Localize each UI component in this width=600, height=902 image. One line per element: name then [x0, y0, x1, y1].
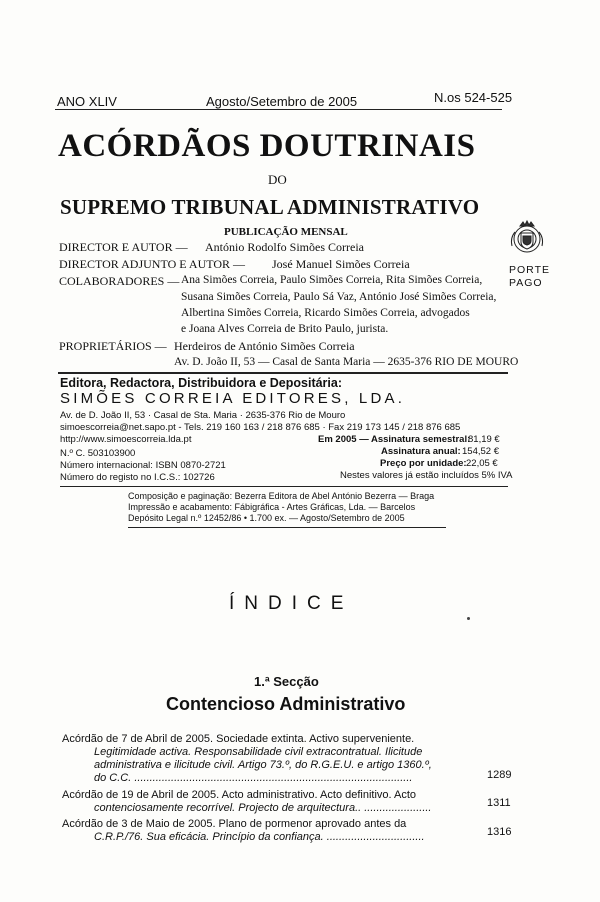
journal-title: ACÓRDÃOS DOUTRINAIS [58, 128, 476, 164]
toc-entry-line[interactable]: Legitimidade activa. Responsabilidade civil extracontratual. Ilicitude [94, 746, 423, 758]
owners-label: PROPRIETÁRIOS — [59, 339, 167, 353]
toc-entry-line[interactable]: Acórdão de 19 de Abril de 2005. Acto administrativo. Acto definitivo. Acto [62, 789, 417, 801]
owners-address: Av. D. João II, 53 — Casal de Santa Maria — 2635-376 RIO DE MOURO [174, 356, 519, 368]
section-subtitle: Contencioso Administrativo [166, 694, 406, 714]
toc-page-number: 1289 [487, 769, 512, 781]
toc-entry-line[interactable]: do C.C. ........................................................................................... [94, 772, 413, 784]
toc-entry-line[interactable]: contenciosamente recorrível. Projecto de arquitectura.. ...................... [94, 802, 432, 814]
masthead-rule [58, 372, 508, 374]
collaborators-line: Albertina Simões Correia, Ricardo Simões Correia, advogados [181, 307, 470, 319]
issue-date: Agosto/Setembro de 2005 [206, 94, 358, 109]
year-label: ANO XLIV [57, 94, 117, 109]
unit-price-label: Preço por unidade: [380, 458, 467, 469]
print-rule [128, 527, 446, 528]
isbn-number: Número internacional: ISBN 0870-2721 [60, 460, 226, 471]
toc-page-number: 1316 [487, 826, 512, 838]
collaborators-line: e Joana Alves Correia de Brito Paulo, jurista. [181, 323, 389, 335]
coat-of-arms-icon [508, 218, 546, 258]
print-deposit: Depósito Legal n.º 12452/86 • 1.700 ex. — Agosto/Setembro de 2005 [128, 513, 405, 523]
publisher-contacts: simoescorreia@net.sapo.pt - Tels. 219 160 163 / 218 876 685 · Fax 219 173 145 / 218 876 685 [60, 422, 461, 433]
sub-semestral-label: Em 2005 — Assinatura semestral: [318, 434, 471, 445]
publisher-heading: Editora, Redactora, Distribuidora e Depositária: [60, 376, 343, 390]
collaborators-label: COLABORADORES — [59, 274, 180, 288]
toc-page-number: 1311 [487, 797, 511, 809]
unit-price-value: 22,05 € [466, 458, 498, 469]
section-title: 1.ª Secção [254, 674, 319, 689]
publisher-name: SIMÕES CORREIA EDITORES, LDA. [60, 390, 406, 407]
deputy-label: DIRECTOR ADJUNTO E AUTOR — [59, 257, 246, 271]
sub-anual-label: Assinatura anual: [381, 446, 461, 457]
collaborators-line: Susana Simões Correia, Paulo Sá Vaz, António José Simões Correia, [181, 291, 497, 303]
toc-entry-line[interactable]: C.R.P./76. Sua eficácia. Princípio da confiança. ................................ [94, 831, 425, 843]
sub-semestral-value: 81,19 € [468, 434, 500, 445]
sub-anual-value: 154,52 € [462, 446, 499, 457]
director-label: DIRECTOR E AUTOR — [59, 240, 188, 254]
publisher-address: Av. de D. João II, 53 · Casal de Sta. Maria · 2635-376 Rio de Mouro [60, 410, 346, 421]
publisher-rule [60, 486, 508, 487]
stamp-line1: PORTE [509, 264, 550, 276]
collaborators-line: Ana Simões Correia, Paulo Simões Correia, Rita Simões Correia, [181, 274, 483, 286]
header-rule [55, 109, 502, 110]
court-title: SUPREMO TRIBUNAL ADMINISTRATIVO [60, 195, 480, 219]
deputy-name: José Manuel Simões Correia [272, 257, 410, 271]
owners-name: Herdeiros de António Simões Correia [174, 339, 355, 353]
issue-numbers: N.os 524-525 [434, 90, 513, 105]
toc-entry-line[interactable]: administrativa e ilicitude civil. Artigo 73.º, do R.G.E.U. e artigo 1360.º, [94, 759, 432, 771]
toc-entry-line[interactable]: Acórdão de 3 de Maio de 2005. Plano de pormenor aprovado antes da [62, 818, 407, 830]
publisher-website[interactable]: http://www.simoescorreia.lda.pt [60, 434, 192, 445]
nc-number: N.º C. 503103900 [60, 448, 136, 459]
toc-entry-line[interactable]: Acórdão de 7 de Abril de 2005. Sociedade extinta. Activo superveniente. [62, 733, 415, 745]
publication-frequency: PUBLICAÇÃO MENSAL [224, 226, 348, 238]
ink-speck [467, 617, 470, 620]
ics-number: Número do registo no I.C.S.: 102726 [60, 472, 215, 483]
title-do: DO [268, 172, 287, 187]
director-name: António Rodolfo Simões Correia [205, 240, 364, 254]
print-printing: Impressão e acabamento: Fábigráfica - Artes Gráficas, Lda. — Barcelos [128, 502, 416, 512]
stamp-line2: PAGO [509, 277, 543, 289]
vat-note: Nestes valores já estão incluídos 5% IVA [340, 470, 513, 481]
print-composition: Composição e paginação: Bezerra Editora de Abel António Bezerra — Braga [128, 491, 435, 501]
index-title: ÍNDICE [229, 593, 354, 614]
